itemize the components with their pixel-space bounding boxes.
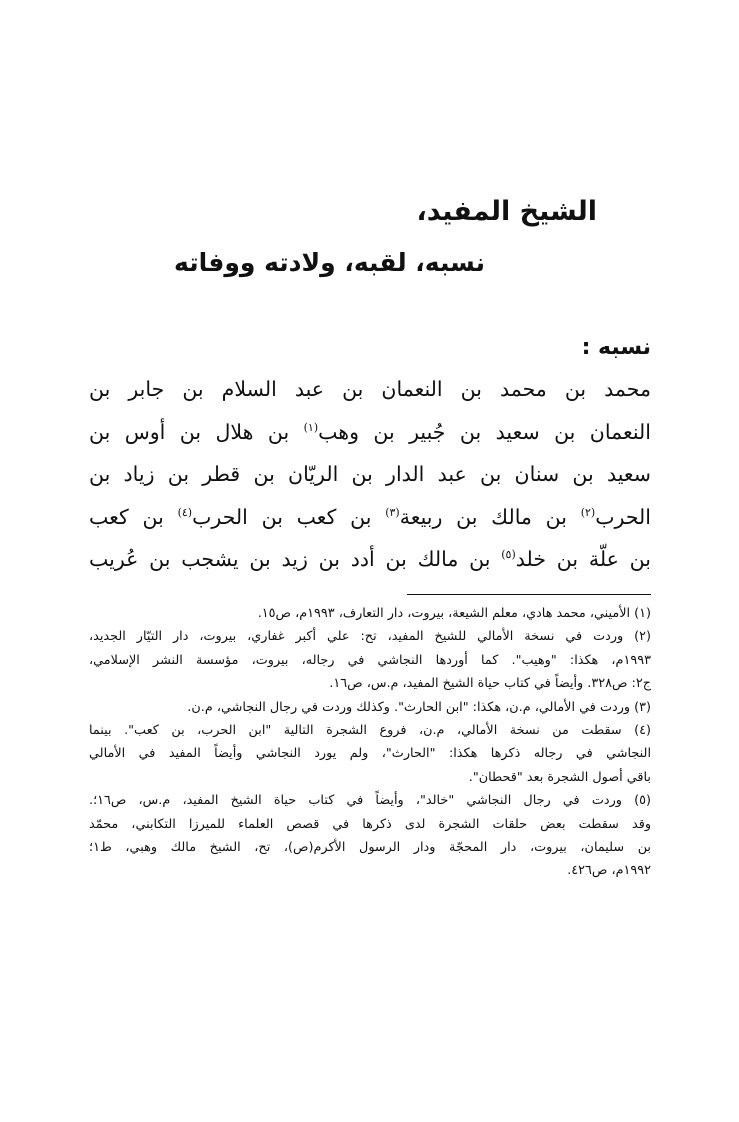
body-line [89,411,651,454]
footnote-marker[interactable]: (٣) [385,505,400,519]
footnote-marker[interactable]: (٥) [501,548,516,562]
footnote-line: ١٩٩٣م، هكذا: "وهيب". كما أوردها النجاشي في رجاله، بيروت، مؤسسة النشر الإسلامي، [89,652,651,668]
footnote-line: وقد سقطت بعض حلقات الشجرة لدى ذكرها في قصص العلماء للميرزا التكابني، محمّد [89,816,651,832]
body-text [89,368,651,581]
section-label: نسبه : [581,335,651,360]
footnote-line: باقي أصول الشجرة بعد "قحطان". [468,769,651,785]
footnote-line: (٥) وردت في رجال النجاشي "خالد"، وأيضاً في كتاب حياة الشيخ المفيد، م.س، ص١٦؛. [89,793,651,809]
footnote-marker[interactable]: (١) [303,420,319,434]
footnote [89,625,651,695]
footnote [89,696,651,719]
footnote-line: بن سليمان، بيروت، دار المحجّة ودار الرسول الأكرم(ص)، تح، الشيخ مالك وهبي، ط١؛ [89,840,651,856]
body-text-segment: الحرب [595,504,652,529]
footnote-line: (١) الأميني، محمد هادي، معلم الشيعة، بيروت، دار التعارف، ١٩٩٣م، ص١٥. [257,606,651,621]
body-line [89,368,651,411]
footnote-line: (٣) وردت في الأمالي، م.ن، هكذا: "ابن الحارث". وكذلك وردت في رجال النجاشي، م.ن. [187,699,651,715]
body-text-segment: محمد بن محمد بن النعمان بن عبد السلام بن جابر بن [89,377,651,401]
footnote-line: ١٩٩٢م، ص٤٢٦. [567,863,651,879]
body-text-segment: بن مالك بن ربيعة [399,504,581,529]
footnote-line: النجاشي في رجاله ذكرها هكذا: "الحارث"، ولم يورد النجاشي وأيضاً المفيد في الأمالي [89,746,651,762]
body-text-segment: بن هلال بن أوس بن [89,419,304,444]
body-text-segment: بن كعب بن الحرب [192,504,386,529]
footnote-line: (٢) وردت في نسخة الأمالي للشيخ المفيد، تح: علي أكبر غفاري، بيروت، دار التيّار الجديد، [89,629,651,645]
body-text-segment: بن علّة بن خلد [515,547,651,571]
body-line [89,453,651,496]
body-text-segment: النعمان بن سعيد بن جُبير بن وهب [318,419,651,444]
footnotes [89,602,651,883]
footnote [89,719,651,789]
footnote-line: ج٢: ص٣٢٨. وأيضاً في كتاب حياة الشيخ المفيد، م.س، ص١٦. [329,676,651,692]
footnote-line: (٤) سقطت من نسخة الأمالي، م.ن، فروع الشجرة التالية "ابن الحرب، بن كعب". بينما [89,723,651,739]
footnote-separator [407,594,651,595]
body-text-segment: بن كعب [89,504,178,529]
footnote-marker[interactable]: (٢) [580,505,596,519]
body-text-segment: سعيد بن سنان بن عبد الدار بن الريّان بن قطر بن زياد بن [89,462,651,486]
chapter-title: الشيخ المفيد، [416,196,597,227]
body-line [89,496,651,539]
body-text-segment: بن مالك بن أدد بن زيد بن يشجب بن عُريب [89,547,502,571]
footnote-marker[interactable]: (٤) [177,505,193,519]
footnote [89,602,651,625]
footnote [89,789,651,883]
chapter-subtitle: نسبه، لقبه، ولادته ووفاته [174,248,485,277]
body-line [89,538,651,581]
